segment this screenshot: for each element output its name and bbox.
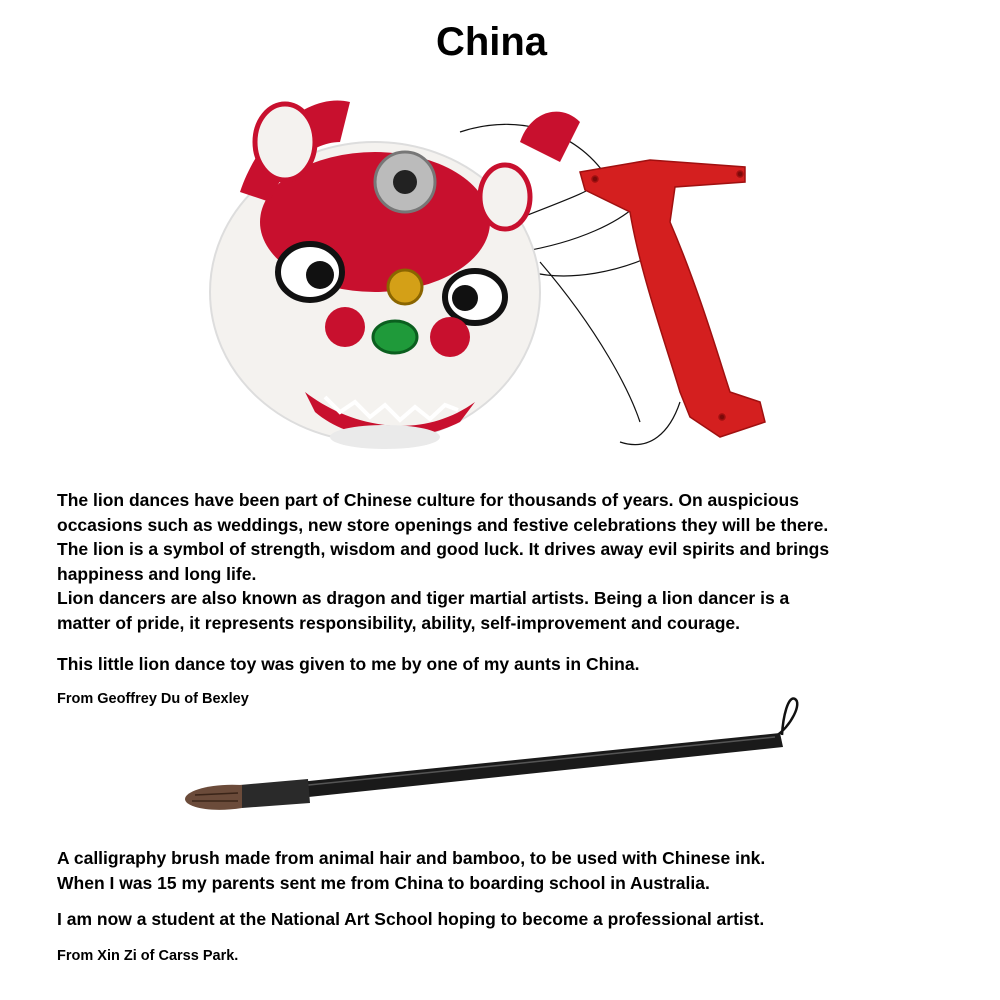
page-title: China <box>435 20 548 64</box>
brush-description <box>57 846 957 895</box>
text-line: The lion dances have been part of Chinese culture for thousands of years. On auspicious <box>57 490 799 510</box>
text-line: A calligraphy brush made from animal hair and bamboo, to be used with Chinese ink. <box>57 848 766 868</box>
text-line: happiness and long life. <box>57 563 257 584</box>
brush-credit: From Xin Zi of Carss Park. <box>57 948 239 964</box>
text-line: occasions such as weddings, new store openings and festive celebrations they will be there. <box>57 514 829 535</box>
lion-dance-description <box>57 488 957 635</box>
lion-dance-puppet-icon <box>200 72 780 467</box>
lion-toy-gift-note: This little lion dance toy was given to me by one of my aunts in China. <box>57 654 640 674</box>
lion-credit: From Geoffrey Du of Bexley <box>57 691 249 707</box>
calligraphy-brush-icon <box>180 695 810 820</box>
text-line: When I was 15 my parents sent me from China to boarding school in Australia. <box>57 872 710 893</box>
text-line: The lion is a symbol of strength, wisdom and good luck. It drives away evil spirits and brings <box>57 539 830 559</box>
text-line: Lion dancers are also known as dragon and tiger martial artists. Being a lion dancer is a <box>57 588 790 608</box>
text-line: matter of pride, it represents responsibility, ability, self-improvement and courage. <box>57 612 740 633</box>
art-school-note: I am now a student at the National Art School hoping to become a professional artist. <box>57 909 765 929</box>
